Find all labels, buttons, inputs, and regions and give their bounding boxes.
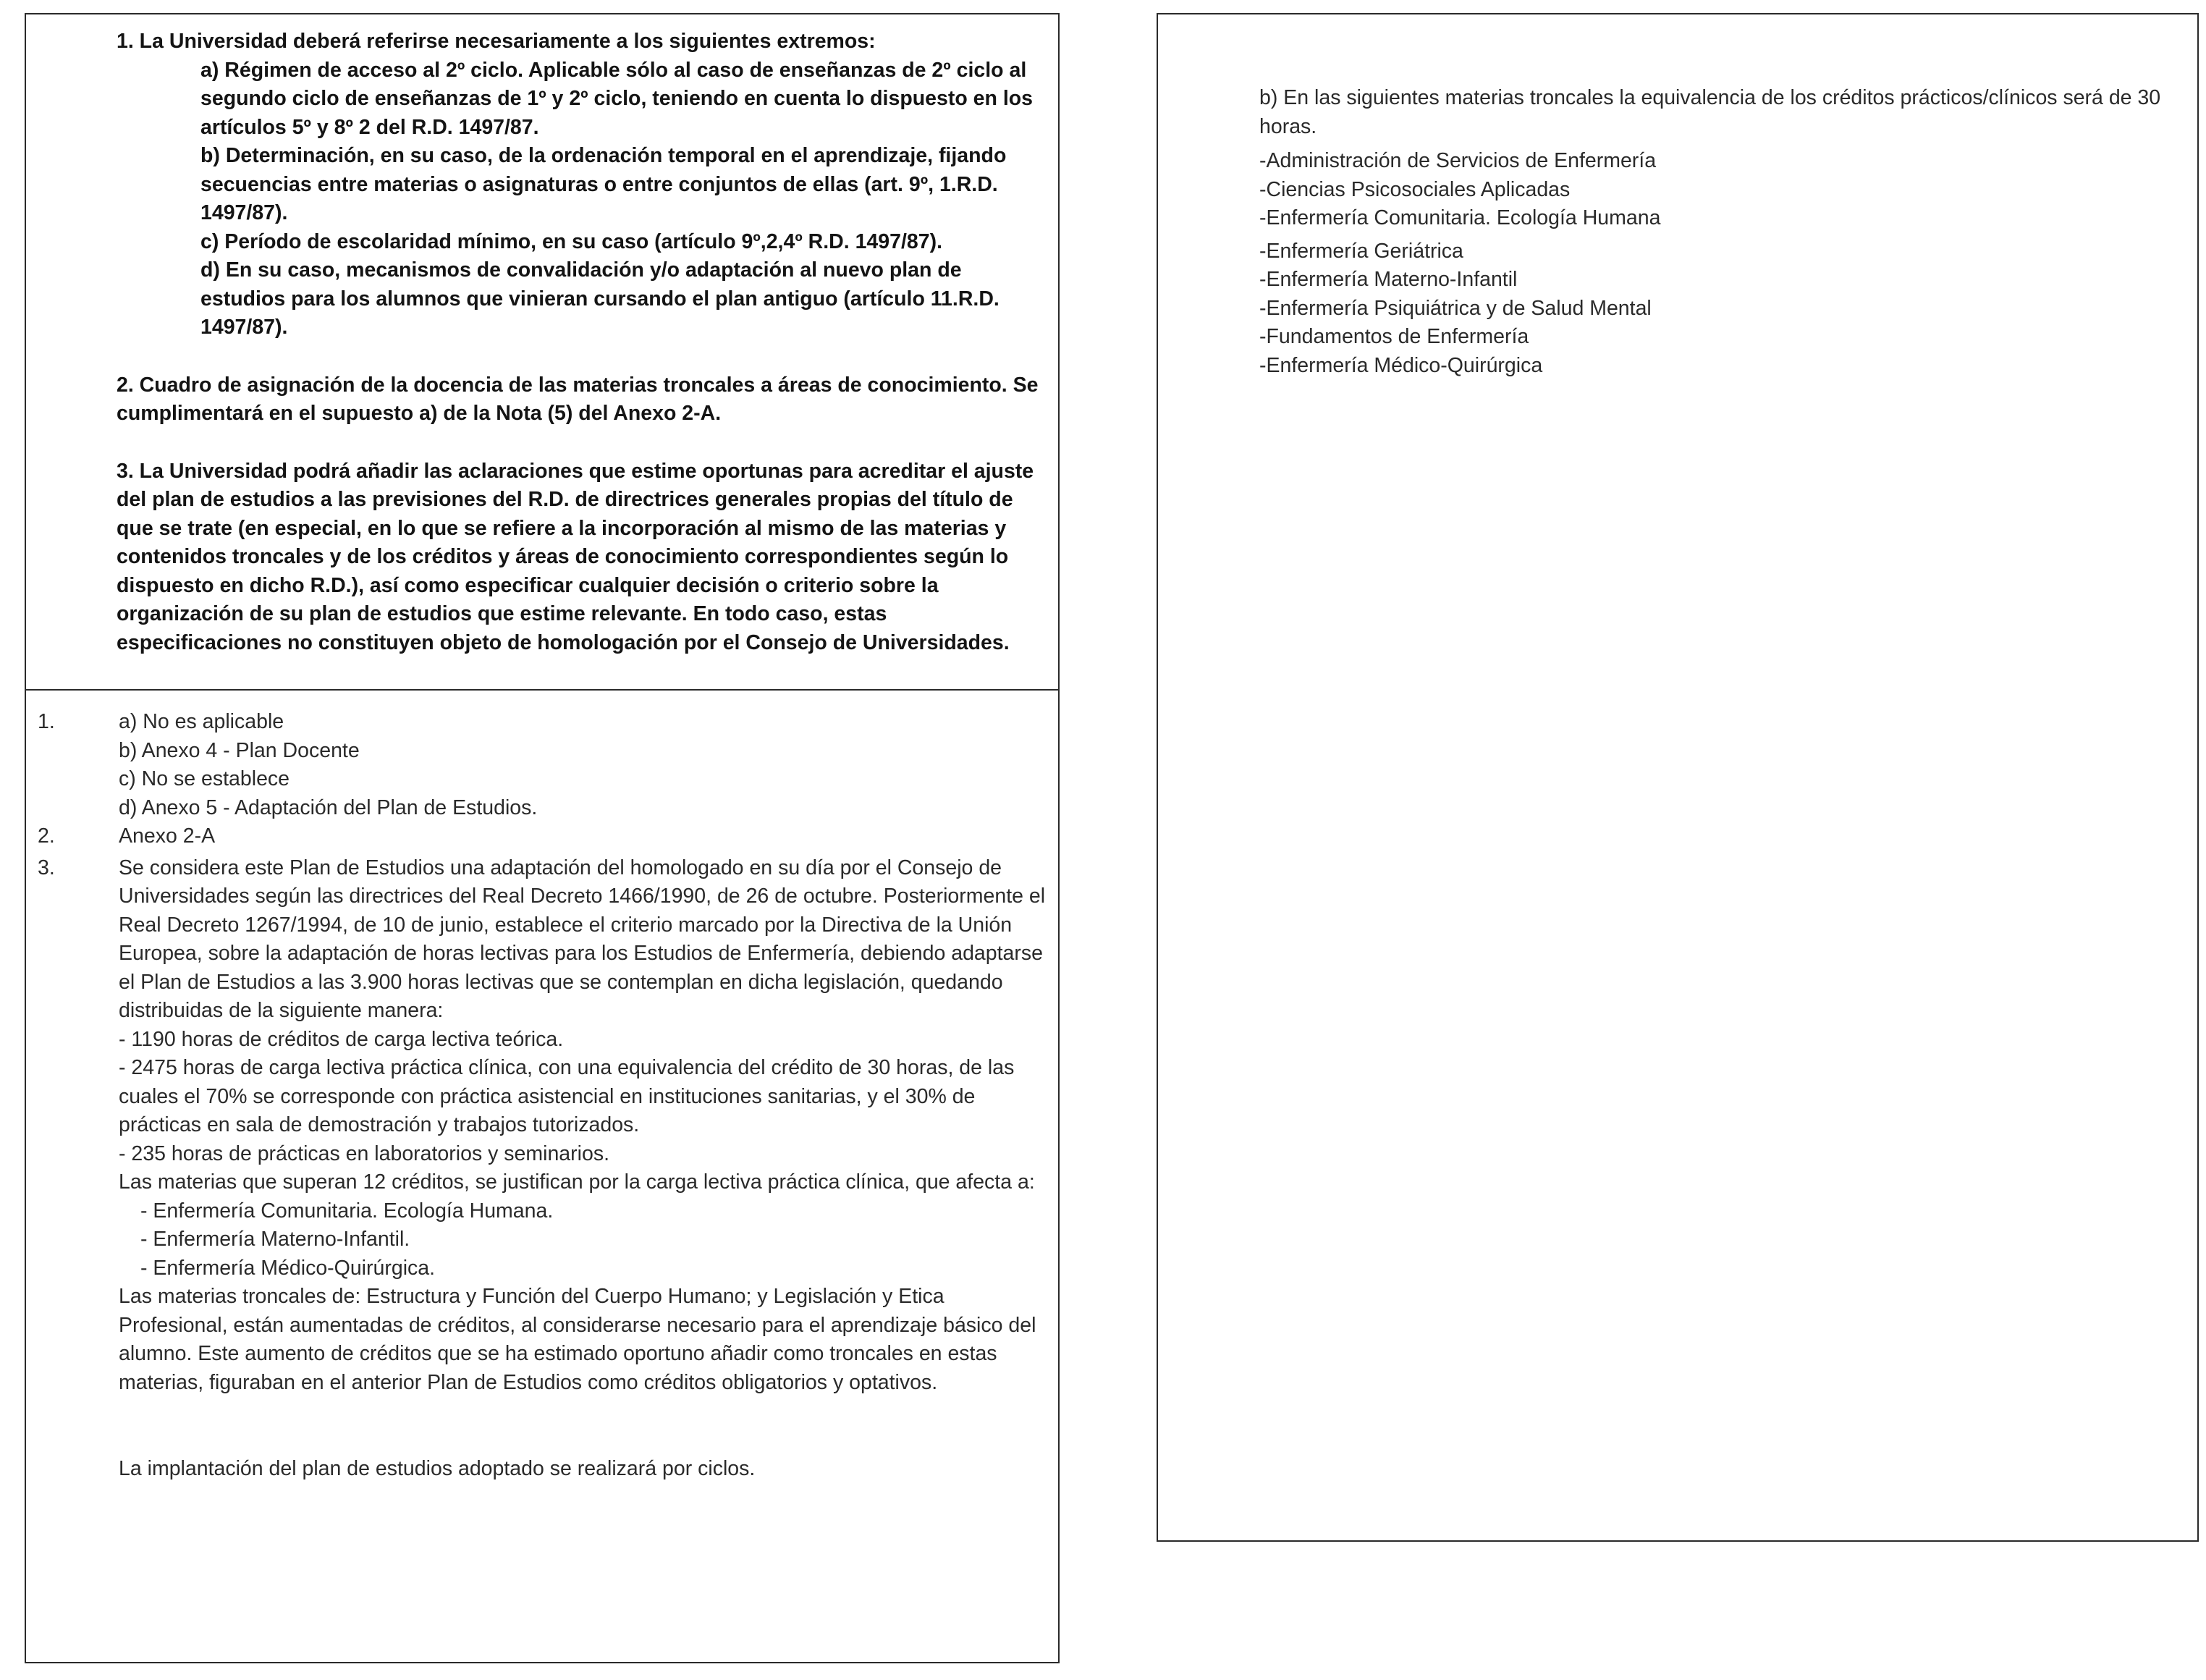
answer-3-bullet: - 235 horas de prácticas en laboratorios y seminarios. [119, 1141, 610, 1165]
instructions-section [117, 28, 1047, 657]
subject-item: -Enfermería Médico-Quirúrgica [1259, 353, 1543, 377]
answer-3-subitem: - Enfermería Materno-Infantil. [140, 1228, 410, 1251]
answer-3-implementation: La implantación del plan de estudios adoptado se realizará por ciclos. [119, 1457, 756, 1480]
instruction-2: 2. Cuadro de asignación de la docencia de las materias troncales a áreas de conocimiento. Se cumplimentará en el supuesto a) de la Nota (5) del Anexo 2-A. [117, 373, 1039, 425]
answer-number: 2. [38, 824, 55, 848]
subject-item: -Enfermería Psiquiátrica y de Salud Mental [1259, 296, 1652, 320]
instruction-1a: a) Régimen de acceso al 2º ciclo. Aplicable sólo al caso de enseñanzas de 2º ciclo al segundo ciclo de enseñanzas de 1º y 2º ciclo, teniendo en cuenta lo dispuesto en los artículos 5º y 8º 2 del R.D. 1497/87. [200, 58, 1034, 139]
practical-credits-section [1259, 84, 2186, 380]
instruction-1-intro: 1. La Universidad deberá referirse necesariamente a los siguientes extremos: [117, 30, 876, 53]
subject-item: -Ciencias Psicosociales Aplicadas [1259, 177, 1571, 201]
subject-list [1259, 147, 2186, 380]
instruction-1d: d) En su caso, mecanismos de convalidación y/o adaptación al nuevo plan de estudios para los alumnos que vinieran cursando el plan antiguo (artículo 11.R.D. 1497/87). [200, 258, 1000, 339]
answer-number: 1. [38, 710, 55, 733]
answer-number: 3. [38, 856, 55, 879]
section-divider [26, 689, 1058, 691]
answer-3-paragraph: Las materias que superan 12 créditos, se justifican por la carga lectiva práctica clínica, que afecta a: [119, 1170, 1035, 1194]
answer-3-paragraph: Las materias troncales de: Estructura y Función del Cuerpo Humano; y Legislación y Etica Profesional, están aumentadas de créditos, al considerarse necesario para el aprendizaje básico del alumno. Este aumento de créditos que se ha estimado oportuno añadir como troncales en estas materias, figuraban en el anterior Plan de Estudios como créditos obligatorios y optativos. [119, 1285, 1036, 1394]
answer-1 [26, 708, 1054, 822]
subject-item: -Enfermería Materno-Infantil [1259, 268, 1518, 291]
answer-3-bullet: - 2475 horas de carga lectiva práctica clínica, con una equivalencia del crédito de 30 horas, de las cuales el 70% se corresponde con práctica asistencial en instituciones sanitarias, y el 30% de prácticas en sala de demostración y trabajos tutorizados. [119, 1056, 1015, 1136]
answer-3-subitem: - Enfermería Comunitaria. Ecología Humana. [140, 1199, 554, 1223]
subject-item: -Enfermería Comunitaria. Ecología Humana [1259, 206, 1661, 229]
answers-section [26, 708, 1054, 1484]
answer-1-line: d) Anexo 5 - Adaptación del Plan de Estudios. [119, 795, 538, 819]
subject-item: -Fundamentos de Enfermería [1259, 325, 1529, 348]
answer-1-line: a) No es aplicable [119, 710, 284, 733]
answer-3 [26, 854, 1054, 1484]
answer-1-line: c) No se establece [119, 767, 290, 790]
answer-2-text: Anexo 2-A [119, 824, 216, 848]
right-page-frame [1157, 13, 2199, 1542]
instruction-1c: c) Período de escolaridad mínimo, en su caso (artículo 9º,2,4º R.D. 1497/87). [200, 229, 942, 253]
instruction-3: 3. La Universidad podrá añadir las aclaraciones que estime oportunas para acreditar el ajuste del plan de estudios a las previsiones del R.D. de directrices generales propias del título de que se trate (en especial, en lo que se refiere a la incorporación al mismo de las materias y contenidos troncales y de los créditos y áreas de conocimiento correspondientes según lo dispuesto en dicho R.D.), así como especificar cualquier decisión o criterio sobre la organización de su plan de estudios que estime relevante. En todo caso, estas especificaciones no constituyen objeto de homologación por el Consejo de Universidades. [117, 459, 1034, 654]
answer-3-bullet: - 1190 horas de créditos de carga lectiva teórica. [119, 1027, 564, 1051]
answer-3-paragraph: Se considera este Plan de Estudios una adaptación del homologado en su día por el Consejo de Universidades según las directrices del Real Decreto 1466/1990, de 26 de octubre. Posteriormente el Real Decreto 1267/1994, de 10 de junio, establece el criterio marcado por la Directiva de la Unión Europea, sobre la adaptación de horas lectivas para los Estudios de Enfermería, debiendo adaptarse el Plan de Estudios a las 3.900 horas lectivas que se contemplan en dicha legislación, quedando distribuidas de la siguiente manera: [119, 856, 1046, 1022]
subject-item: -Enfermería Geriátrica [1259, 239, 1463, 263]
answer-2 [26, 822, 1054, 851]
subject-item: -Administración de Servicios de Enfermería [1259, 149, 1657, 172]
answer-3-subitem: - Enfermería Médico-Quirúrgica. [140, 1256, 436, 1280]
practical-credits-intro: b) En las siguientes materias troncales la equivalencia de los créditos prácticos/clínicos será de 30 horas. [1259, 86, 2161, 138]
left-page-frame [25, 13, 1060, 1663]
instruction-1b: b) Determinación, en su caso, de la ordenación temporal en el aprendizaje, fijando secuencias entre materias o asignaturas o entre conjuntos de ellas (art. 9º, 1.R.D. 1497/87). [200, 144, 1007, 224]
answer-1-line: b) Anexo 4 - Plan Docente [119, 738, 360, 762]
